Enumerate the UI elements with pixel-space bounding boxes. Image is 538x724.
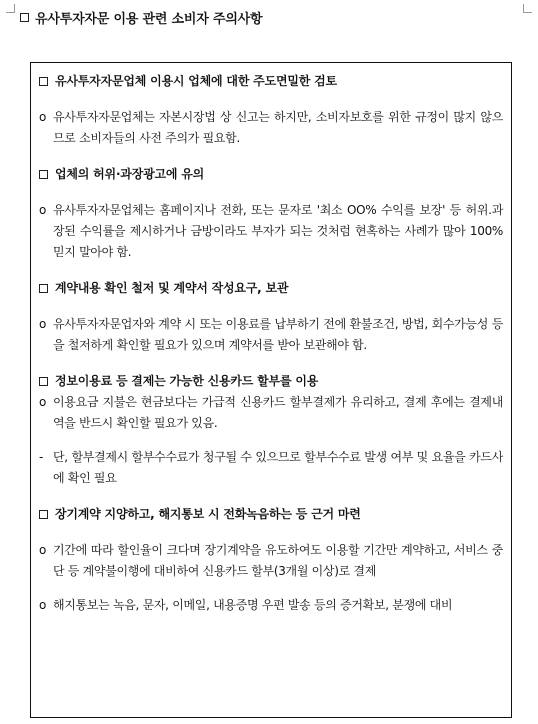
checkbox-square-icon bbox=[39, 77, 48, 86]
checkbox-square-icon bbox=[39, 510, 48, 519]
bullet-marker: o bbox=[39, 317, 47, 331]
section-heading-text: 계약내용 확인 철저 및 계약서 작성요구, 보관 bbox=[55, 281, 289, 295]
bullet-text: 유사투자자문업체는 홈페이지나 전화, 또는 문자로 '최소 OO% 수익를 보장' 등 허위.과장된 수익률을 제시하거나 금방이라도 부자가 되는 것처럼 현혹하는 사례가 많아 100% 믿지 말아야 함. bbox=[53, 203, 503, 259]
bullet-marker: o bbox=[39, 598, 47, 612]
page-title-text: 유사투자자문 이용 관련 소비자 주의사항 bbox=[35, 12, 263, 27]
bullet-item bbox=[39, 314, 503, 356]
bullet-text: 해지통보는 녹음, 문자, 이메일, 내용증명 우편 발송 등의 증거확보, 분쟁에 대비 bbox=[53, 598, 453, 612]
section-heading-text: 장기계약 지양하고, 해지통보 시 전화녹음하는 등 근거 마련 bbox=[55, 507, 361, 521]
bullet-text: 유사투자자문업체는 자본시장법 상 신고는 하지만, 소비자보호를 위한 규정이 많지 않으므로 소비자들의 사전 주의가 필요함. bbox=[53, 110, 503, 145]
section-heading bbox=[39, 504, 503, 525]
page-corner-mark-right bbox=[523, 4, 532, 13]
section-heading bbox=[39, 164, 503, 185]
checkbox-square-icon bbox=[20, 13, 29, 22]
section-heading-text: 정보이용료 등 결제는 가능한 신용카드 할부를 이용 bbox=[55, 374, 319, 388]
bullet-item bbox=[39, 200, 503, 263]
checkbox-square-icon bbox=[39, 170, 48, 179]
bullet-text: 이용요금 지불은 현금보다는 가급적 신용카드 할부결제가 유리하고, 결제 후에는 결제내역을 반드시 확인할 필요가 있음. bbox=[53, 395, 503, 430]
dash-marker: - bbox=[39, 450, 44, 464]
bullet-text: 유사투자자문업자와 계약 시 또는 이용료를 납부하기 전에 환불조건, 방법, 회수가능성 등을 철저하게 확인할 필요가 있으며 계약서를 받아 보관해야 함. bbox=[53, 317, 503, 352]
bullet-item bbox=[39, 540, 503, 582]
bullet-item bbox=[39, 392, 503, 434]
checkbox-square-icon bbox=[39, 284, 48, 293]
checkbox-square-icon bbox=[39, 377, 48, 386]
sub-item bbox=[39, 447, 503, 489]
bullet-text: 기간에 따라 할인율이 크다며 장기계약을 유도하여도 이용할 기간만 계약하고, 서비스 중단 등 계약불이행에 대비하여 신용카드 할부(3개월 이상)로 결제 bbox=[53, 543, 503, 578]
bullet-marker: o bbox=[39, 395, 47, 409]
page-title bbox=[20, 8, 262, 27]
section-heading bbox=[39, 278, 503, 299]
section-heading bbox=[39, 371, 503, 392]
bullet-item bbox=[39, 107, 503, 149]
bullet-item bbox=[39, 595, 503, 616]
section-heading-text: 업체의 허위·과장광고에 유의 bbox=[55, 167, 205, 181]
section-heading bbox=[39, 71, 503, 92]
sub-item-text: 단, 할부결제시 할부수수료가 청구될 수 있으므로 할부수수료 발생 여부 및 요율을 카드사에 확인 필요 bbox=[53, 450, 503, 485]
section-heading-text: 유사투자자문업체 이용시 업체에 대한 주도면밀한 검토 bbox=[55, 74, 337, 88]
bullet-marker: o bbox=[39, 543, 47, 557]
page-corner-mark-left bbox=[6, 4, 15, 13]
bullet-marker: o bbox=[39, 203, 47, 217]
bullet-marker: o bbox=[39, 110, 47, 124]
notice-box bbox=[30, 62, 512, 718]
